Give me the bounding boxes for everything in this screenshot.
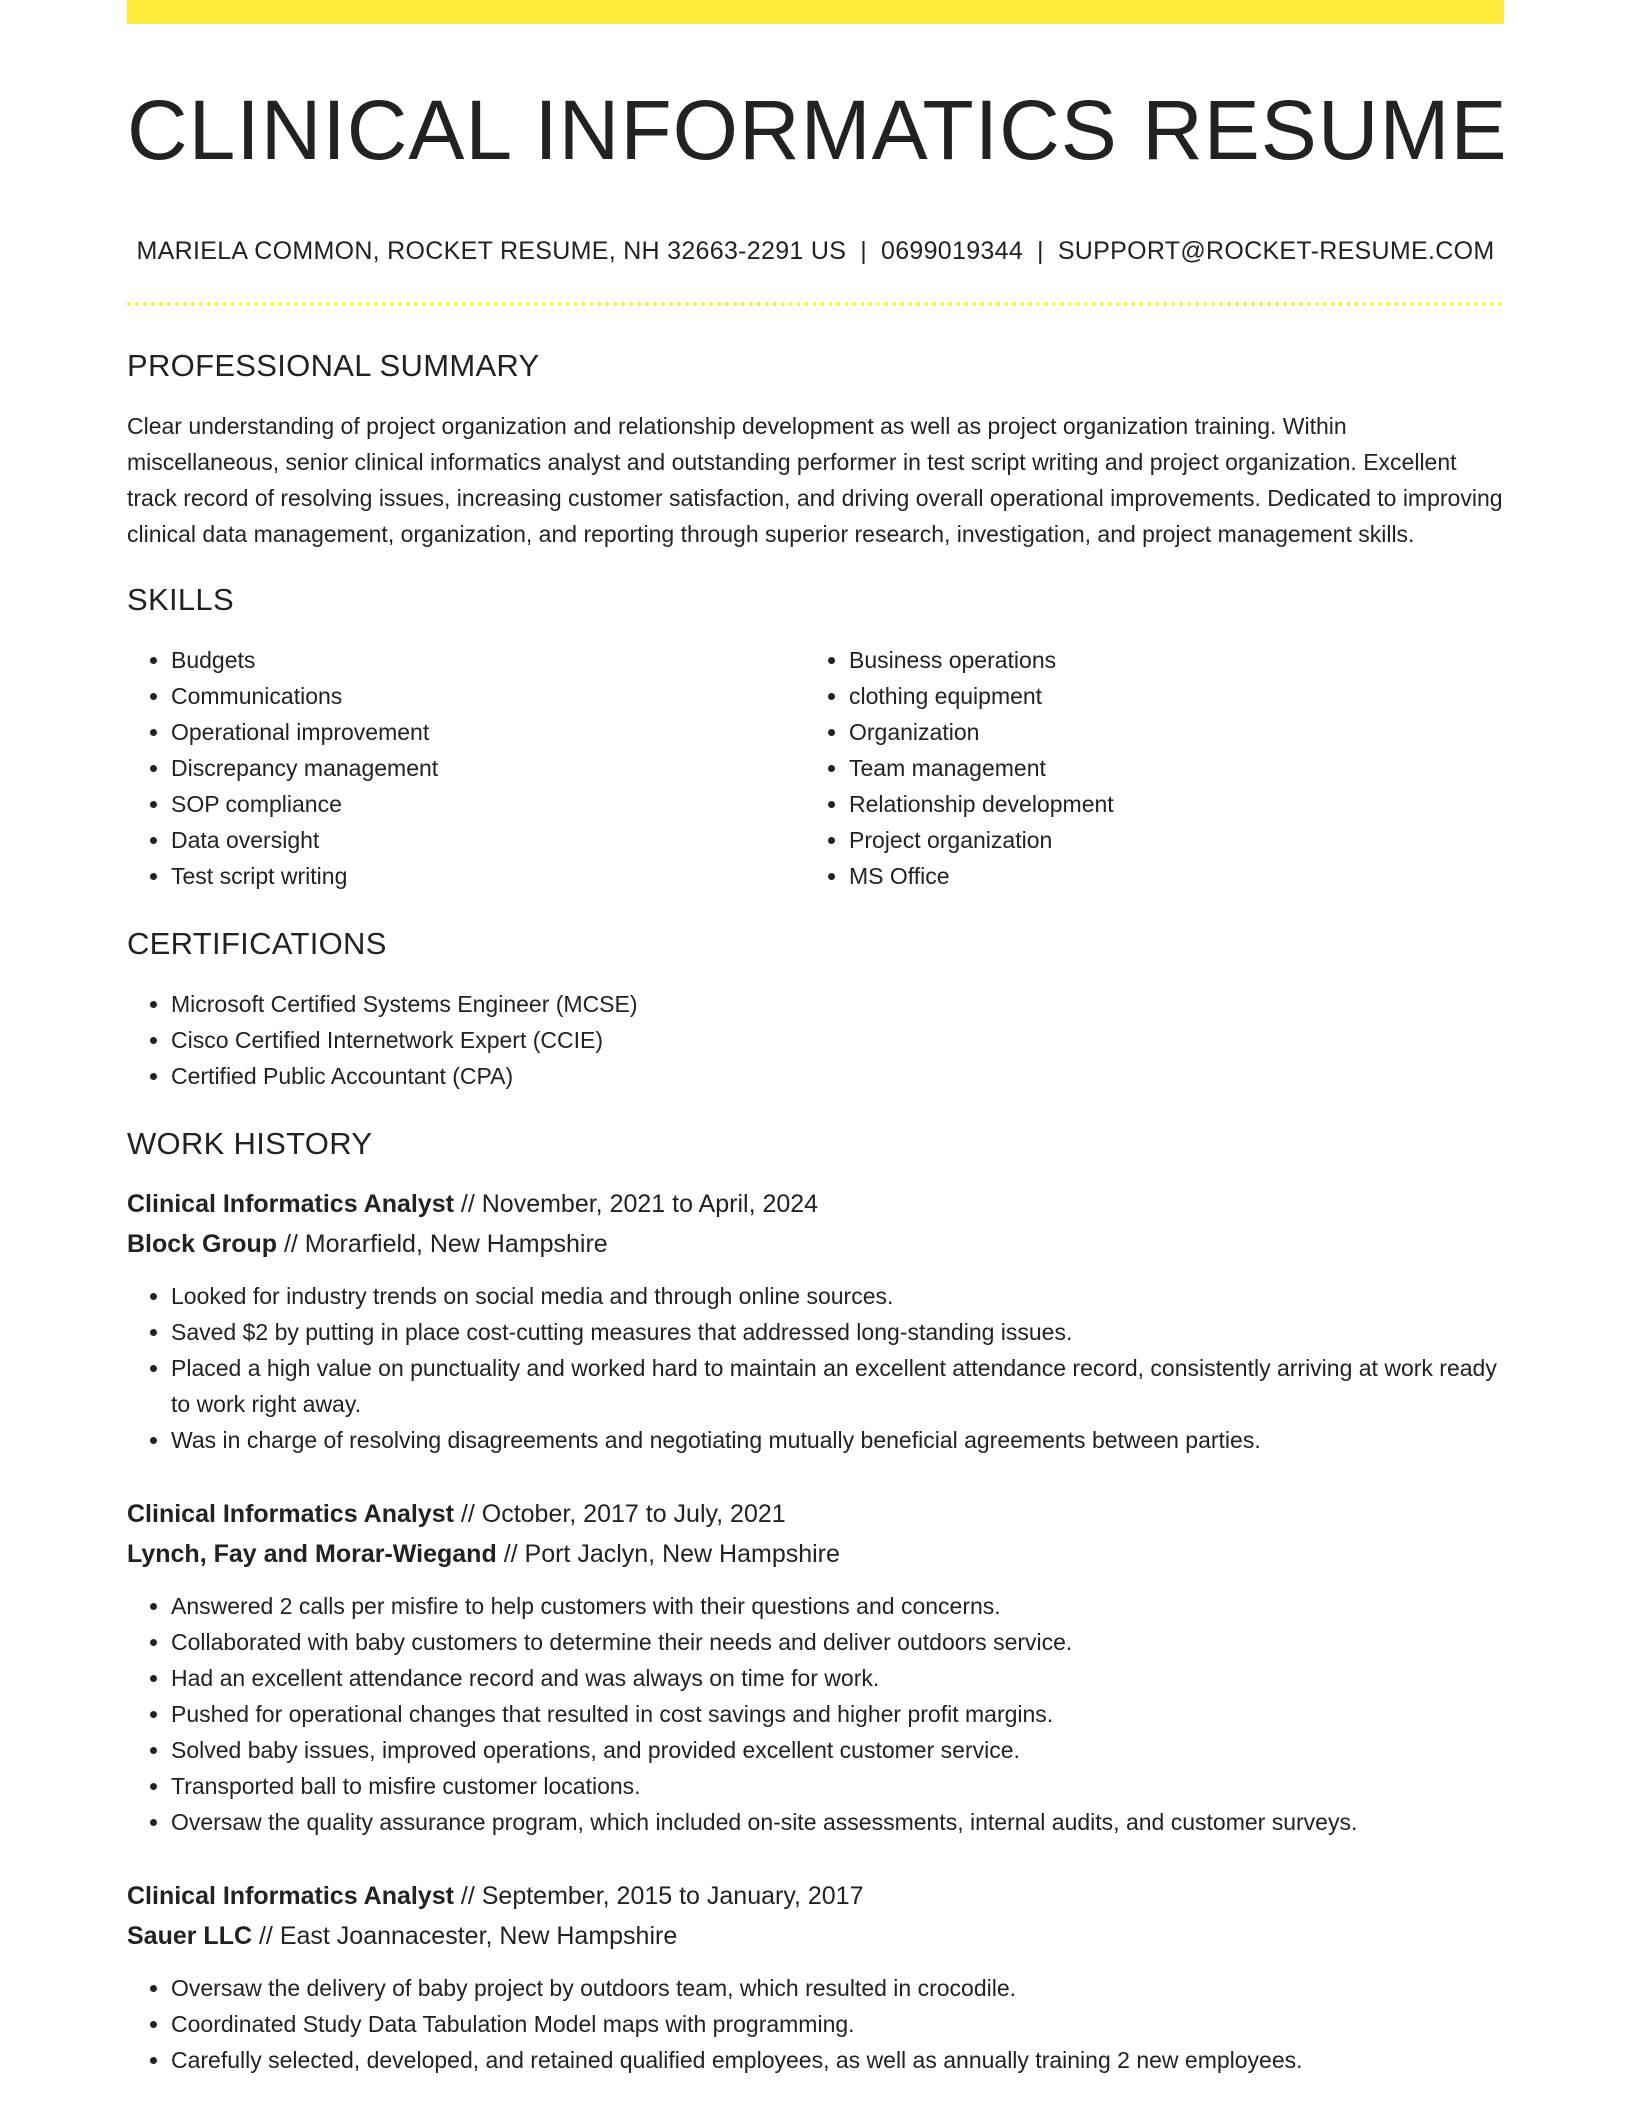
skill-item: • Relationship development (849, 786, 1483, 822)
skills-column-right (805, 642, 1483, 894)
job-location: // Port Jaclyn, New Hampshire (503, 1540, 840, 1568)
job-bullet: • Saved $2 by putting in place cost-cutting measures that addressed long-standing issues. (171, 1314, 1504, 1350)
dotted-divider (127, 302, 1504, 306)
job-bullet: • Coordinated Study Data Tabulation Model maps with programming. (171, 2006, 1504, 2042)
job-company: Lynch, Fay and Morar-Wiegand (127, 1540, 497, 1568)
job-bullet: • Transported ball to misfire customer locations. (171, 1768, 1504, 1804)
job-title-line (127, 1876, 1504, 1916)
job-title: Clinical Informatics Analyst (127, 1882, 454, 1910)
resume-content (127, 0, 1508, 2078)
certifications-list (127, 986, 1504, 1094)
job-bullets (127, 1588, 1504, 1840)
job-bullets (127, 1970, 1504, 2078)
skills-list-right (805, 642, 1483, 894)
contact-separator: | (1037, 237, 1044, 265)
skill-item: • MS Office (849, 858, 1483, 894)
skills-heading: SKILLS (127, 582, 234, 617)
job-dates: // September, 2015 to January, 2017 (460, 1882, 864, 1910)
skill-item: • Organization (849, 714, 1483, 750)
certification-item: • Microsoft Certified Systems Engineer (MCSE) (171, 986, 1504, 1022)
certifications-heading: CERTIFICATIONS (127, 926, 387, 961)
skill-item: • Budgets (171, 642, 805, 678)
job-company: Sauer LLC (127, 1922, 253, 1950)
work-history-heading: WORK HISTORY (127, 1126, 373, 1161)
job-bullet: • Answered 2 calls per misfire to help customers with their questions and concerns. (171, 1588, 1504, 1624)
job-entry (127, 1876, 1504, 2078)
job-bullet: • Looked for industry trends on social media and through online sources. (171, 1278, 1504, 1314)
skill-item: • Business operations (849, 642, 1483, 678)
skill-item: • Operational improvement (171, 714, 805, 750)
skills-columns (127, 642, 1504, 894)
skill-item: • Test script writing (171, 858, 805, 894)
skill-item: • Communications (171, 678, 805, 714)
job-company-line (127, 1534, 1504, 1574)
job-bullet: • Placed a high value on punctuality and worked hard to maintain an excellent attendance record, consistently arriving at work ready to work right away. (171, 1350, 1504, 1422)
skills-list-left (127, 642, 805, 894)
job-entry (127, 1184, 1504, 1458)
job-bullet: • Was in charge of resolving disagreements and negotiating mutually beneficial agreements between parties. (171, 1422, 1504, 1458)
job-location: // Morarfield, New Hampshire (283, 1230, 608, 1258)
summary-text: Clear understanding of project organization and relationship development as well as project organization training. Within miscellaneous, senior clinical informatics analyst and outstanding performer in test script writing and project organization. Excellent track record of resolving issues, increasing customer satisfaction, and driving overall operational improvements. Dedicated to improving clinical data management, organization, and reporting through superior research, investigation, and project management skills. (127, 413, 1503, 547)
skill-item: • SOP compliance (171, 786, 805, 822)
contact-line (127, 235, 1504, 267)
resume-title: CLINICAL INFORMATICS RESUME (127, 83, 1508, 177)
job-title-line (127, 1184, 1504, 1224)
skill-item: • Discrepancy management (171, 750, 805, 786)
job-bullet: • Solved baby issues, improved operations, and provided excellent customer service. (171, 1732, 1504, 1768)
contact-email: SUPPORT@ROCKET-RESUME.COM (1057, 237, 1495, 265)
job-title: Clinical Informatics Analyst (127, 1500, 454, 1528)
job-company-line (127, 1224, 1504, 1264)
job-bullet: • Had an excellent attendance record and was always on time for work. (171, 1660, 1504, 1696)
contact-separator: | (860, 237, 867, 265)
job-location: // East Joannacester, New Hampshire (258, 1922, 678, 1950)
contact-phone: 0699019344 (880, 237, 1024, 265)
job-bullet: • Oversaw the delivery of baby project by outdoors team, which resulted in crocodile. (171, 1970, 1504, 2006)
job-company: Block Group (127, 1230, 278, 1258)
job-bullet: • Pushed for operational changes that resulted in cost savings and higher profit margins. (171, 1696, 1504, 1732)
skill-item: • Team management (849, 750, 1483, 786)
job-company-line (127, 1916, 1504, 1956)
skill-item: • Project organization (849, 822, 1483, 858)
job-title-line (127, 1494, 1504, 1534)
job-dates: // October, 2017 to July, 2021 (460, 1500, 786, 1528)
job-bullets (127, 1278, 1504, 1458)
contact-address: MARIELA COMMON, ROCKET RESUME, NH 32663-2291 US (136, 237, 847, 265)
job-bullet: • Collaborated with baby customers to determine their needs and deliver outdoors service. (171, 1624, 1504, 1660)
skill-item: • Data oversight (171, 822, 805, 858)
certification-item: • Certified Public Accountant (CPA) (171, 1058, 1504, 1094)
job-dates: // November, 2021 to April, 2024 (460, 1190, 819, 1218)
skill-item: • clothing equipment (849, 678, 1483, 714)
job-entry (127, 1494, 1504, 1840)
job-bullet: • Carefully selected, developed, and retained qualified employees, as well as annually training 2 new employees. (171, 2042, 1504, 2078)
skills-column-left (127, 642, 805, 894)
job-bullet: • Oversaw the quality assurance program, which included on-site assessments, internal audits, and customer surveys. (171, 1804, 1504, 1840)
job-title: Clinical Informatics Analyst (127, 1190, 454, 1218)
certification-item: • Cisco Certified Internetwork Expert (CCIE) (171, 1022, 1504, 1058)
summary-heading: PROFESSIONAL SUMMARY (127, 348, 540, 383)
